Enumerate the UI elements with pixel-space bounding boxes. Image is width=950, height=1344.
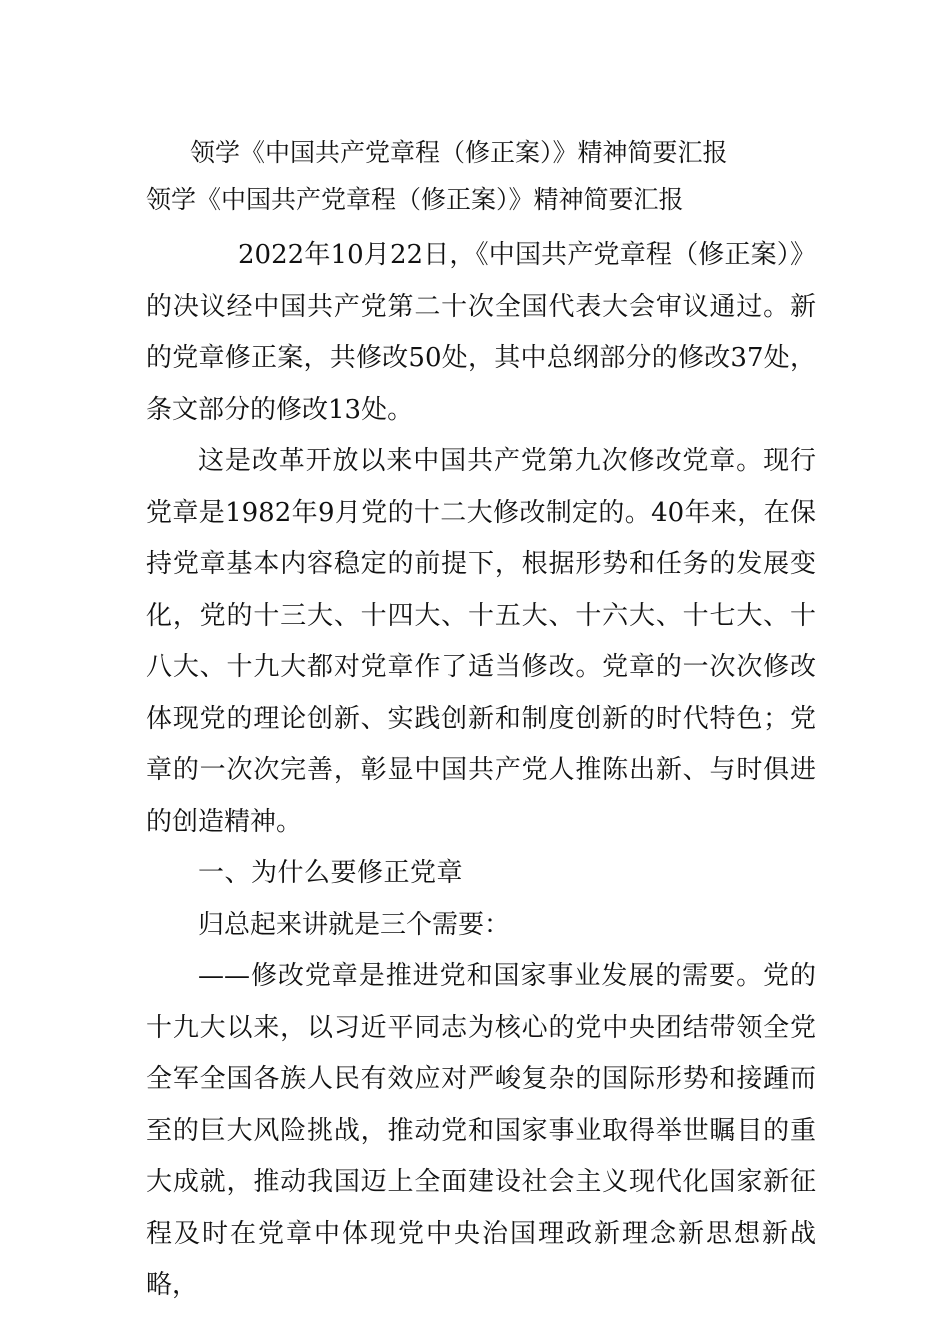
paragraph-history: 这是改革开放以来中国共产党第九次修改党章。现行党章是1982年9月党的十二大修改制定的。40年来，在保持党章基本内容稳定的前提下，根据形势和任务的发展变化，党的十三大、十四大、十五大、十六大、十七大、十八大、十九大都对党章作了适当修改。党章的一次次修改体现党的理论创新、实践创新和制度创新的时代特色；党章的一次次完善，彰显中国共产党人推陈出新、与时俱进的创造精神。 bbox=[146, 446, 816, 837]
paragraph-summary: 归总起来讲就是三个需要： bbox=[198, 909, 511, 940]
section-heading: 一、为什么要修正党章 bbox=[198, 858, 464, 888]
paragraph-intro: 2022年10月22日，《中国共产党章程（修正案）》的决议经中国共产党第二十次全国代表大会审议通过。新的党章修正案，共修改50处，其中总纲部分的修改37处，条文部分的修改13处。 bbox=[146, 240, 816, 425]
document-title: 领学《中国共产党章程（修正案）》精神简要汇报 bbox=[190, 138, 728, 167]
document-body bbox=[146, 230, 816, 1312]
paragraph-need-one: ——修改党章是推进党和国家事业发展的需要。党的十九大以来，以习近平同志为核心的党中央团结带领全党全军全国各族人民有效应对严峻复杂的国际形势和接踵而至的巨大风险挑战，推动党和国家事业取得举世瞩目的重大成就，推动我国迈上全面建设社会主义现代化国家新征程及时在党章中体现党中央治国理政新理念新思想新战略， bbox=[146, 961, 816, 1300]
document-subtitle: 领学《中国共产党章程（修正案）》精神简要汇报 bbox=[146, 185, 684, 214]
